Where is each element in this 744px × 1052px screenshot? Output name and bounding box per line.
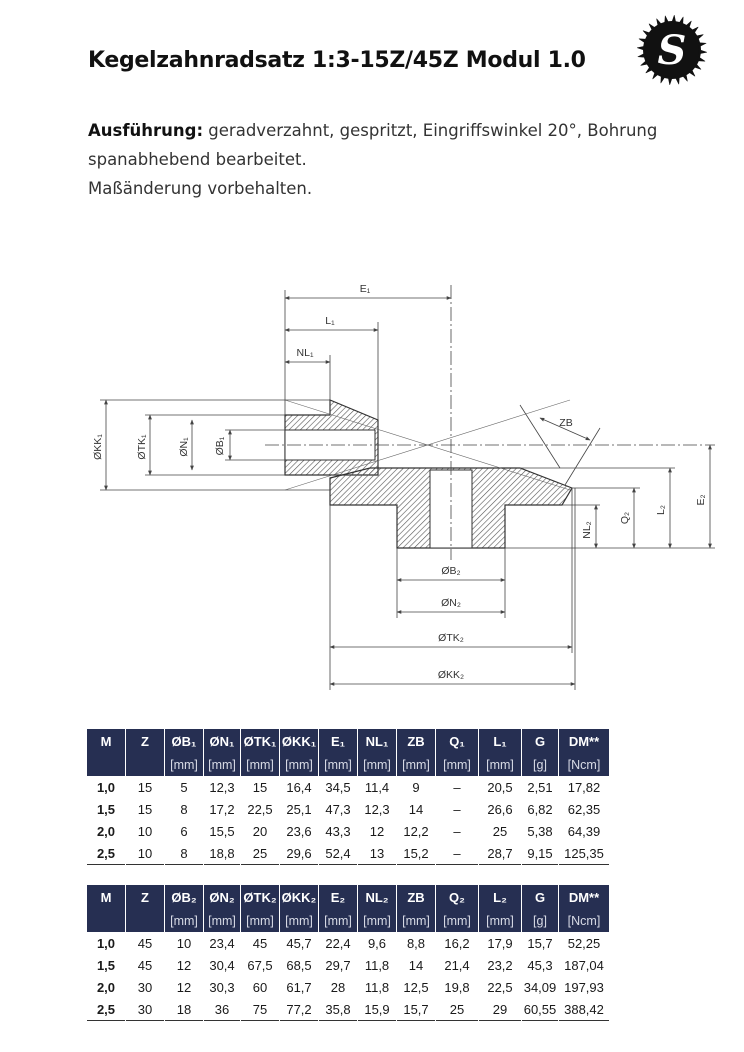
table-cell: 60,55 — [522, 998, 558, 1021]
table-cell: 25 — [492, 823, 508, 839]
table-cell: 20,5 — [487, 779, 513, 795]
table-cell: 125,35 — [559, 842, 609, 865]
label-e1: E₁ — [359, 283, 371, 295]
table-cell: 18,8 — [204, 842, 240, 865]
table-row — [87, 954, 609, 976]
table-cell: – — [453, 779, 461, 795]
page-title: Kegelzahnradsatz 1:3-15Z/45Z Modul 1.0 — [88, 48, 586, 73]
table-cell: 29,7 — [325, 957, 351, 973]
column-header: ØN₁ — [204, 729, 240, 754]
column-unit — [126, 910, 164, 932]
column-unit: [g] — [522, 754, 558, 776]
table-cell: 12 — [176, 979, 192, 995]
column-header: ØTK₂ — [241, 885, 279, 910]
table-cell: 28 — [330, 979, 346, 995]
label-q2: Q₂ — [619, 511, 631, 525]
table-cell: – — [453, 801, 461, 817]
table-row — [87, 842, 609, 865]
table-cell: 15,9 — [358, 998, 396, 1021]
column-header: E₁ — [319, 729, 357, 754]
table-cell: 11,8 — [364, 957, 390, 973]
column-header: DM** — [559, 885, 609, 910]
column-header: L₂ — [479, 885, 521, 910]
table-cell: 45 — [137, 935, 153, 951]
label-b1: ØB₁ — [214, 436, 226, 456]
description-line1: geradverzahnt, gespritzt, Eingriffswinkel 20°, Bohrung — [203, 121, 658, 140]
label-tk2: ØTK₂ — [438, 632, 464, 644]
column-header: ØN₂ — [204, 885, 240, 910]
column-header: M — [87, 729, 125, 754]
column-unit — [87, 910, 125, 932]
column-header: ZB — [397, 885, 435, 910]
table-header-row — [87, 729, 609, 754]
table-cell: 23,2 — [487, 957, 513, 973]
table-cell: 61,7 — [286, 979, 312, 995]
label-tk1: ØTK₁ — [136, 434, 148, 460]
column-unit: [mm] — [319, 754, 357, 776]
label-n1: ØN₁ — [178, 437, 190, 457]
column-header: Z — [126, 729, 164, 754]
table-cell: 16,2 — [444, 935, 470, 951]
table-cell: 15,7 — [397, 998, 435, 1021]
table-cell: 197,93 — [564, 979, 604, 995]
column-unit — [87, 754, 125, 776]
column-unit: [mm] — [479, 910, 521, 932]
label-l2: L₂ — [655, 505, 667, 515]
table-cell: 21,4 — [444, 957, 470, 973]
table-cell: 68,5 — [286, 957, 312, 973]
column-unit: [mm] — [204, 910, 240, 932]
column-unit: [mm] — [165, 754, 203, 776]
table-cell: – — [453, 823, 461, 839]
table-cell: 2,0 — [96, 823, 116, 839]
label-kk2: ØKK₂ — [437, 669, 465, 681]
table-cell: 5,38 — [527, 823, 553, 839]
description — [88, 116, 688, 203]
label-n2: ØN₂ — [441, 597, 461, 609]
column-header: Q₁ — [436, 729, 478, 754]
table-cell: 67,5 — [247, 957, 273, 973]
label-e2: E₂ — [695, 494, 707, 506]
table-cell: 14 — [408, 801, 424, 817]
table-cell: 62,35 — [567, 801, 601, 817]
label-kk1: ØKK₁ — [92, 434, 104, 460]
table-cell: 26,6 — [487, 801, 513, 817]
table-cell: 35,8 — [319, 998, 357, 1021]
table-cell: 11,8 — [364, 979, 390, 995]
table-cell: 45,7 — [286, 935, 312, 951]
table-cell: 12,2 — [403, 823, 429, 839]
column-header: L₁ — [479, 729, 521, 754]
technical-drawing — [90, 270, 740, 700]
table-cell: 5 — [180, 779, 188, 795]
table-cell: 8,8 — [406, 935, 426, 951]
column-header: Z — [126, 885, 164, 910]
table-cell: 1,0 — [96, 935, 116, 951]
table-cell: 15,7 — [527, 935, 553, 951]
table-cell: 19,8 — [444, 979, 470, 995]
column-unit: [mm] — [319, 910, 357, 932]
table-unit-row — [87, 754, 609, 776]
table-cell: 52,25 — [567, 935, 601, 951]
column-header: ØTK₁ — [241, 729, 279, 754]
column-unit: [mm] — [358, 754, 396, 776]
table-cell: 22,4 — [325, 935, 351, 951]
table-cell: 30,4 — [209, 957, 235, 973]
column-header: G — [522, 729, 558, 754]
column-header: NL₁ — [358, 729, 396, 754]
table-cell: 34,5 — [325, 779, 351, 795]
column-unit: [mm] — [358, 910, 396, 932]
column-header: NL₂ — [358, 885, 396, 910]
spec-table-2 — [86, 885, 610, 1021]
table-cell: 10 — [137, 823, 153, 839]
table-cell: 2,0 — [96, 979, 116, 995]
table-row — [87, 798, 609, 820]
column-header: Q₂ — [436, 885, 478, 910]
table-cell: 17,82 — [567, 779, 601, 795]
table-cell: 60 — [252, 979, 268, 995]
column-unit: [g] — [522, 910, 558, 932]
table-cell: 12 — [176, 957, 192, 973]
table-cell: 30 — [137, 979, 153, 995]
table-row — [87, 820, 609, 842]
label-b2: ØB₂ — [441, 565, 461, 577]
table-cell: 1,5 — [96, 957, 116, 973]
table-cell: 9 — [412, 779, 420, 795]
table-row — [87, 776, 609, 798]
table-cell: 45 — [252, 935, 268, 951]
table-cell: 2,51 — [527, 779, 553, 795]
table-unit-row — [87, 910, 609, 932]
column-unit: [mm] — [165, 910, 203, 932]
column-unit: [mm] — [397, 910, 435, 932]
table-cell: 6,82 — [527, 801, 553, 817]
column-header: ØKK₁ — [280, 729, 318, 754]
column-header: ØB₁ — [165, 729, 203, 754]
table-cell: 20 — [252, 823, 268, 839]
table-cell: 23,4 — [209, 935, 235, 951]
table-cell: 52,4 — [319, 842, 357, 865]
column-unit: [mm] — [436, 754, 478, 776]
table-cell: 25 — [241, 842, 279, 865]
table-cell: 15,2 — [397, 842, 435, 865]
column-unit: [Ncm] — [559, 754, 609, 776]
table-cell: 34,09 — [523, 979, 557, 995]
table-cell: 1,5 — [96, 801, 116, 817]
column-unit: [Ncm] — [559, 910, 609, 932]
table-row — [87, 976, 609, 998]
table-cell: 1,0 — [96, 779, 116, 795]
table-cell: 30 — [126, 998, 164, 1021]
table-cell: 36 — [204, 998, 240, 1021]
table-cell: 17,2 — [209, 801, 235, 817]
column-unit: [mm] — [241, 754, 279, 776]
column-unit: [mm] — [397, 754, 435, 776]
table-cell: 12,5 — [403, 979, 429, 995]
column-header: M — [87, 885, 125, 910]
table-cell: 9,15 — [522, 842, 558, 865]
table-cell: 28,7 — [479, 842, 521, 865]
table-cell: 8 — [165, 842, 203, 865]
column-header: ØKK₂ — [280, 885, 318, 910]
logo-letter: S — [657, 27, 687, 74]
brand-logo — [636, 14, 708, 86]
column-unit: [mm] — [204, 754, 240, 776]
table-cell: 47,3 — [325, 801, 351, 817]
table-cell: 17,9 — [487, 935, 513, 951]
column-unit: [mm] — [436, 910, 478, 932]
table-cell: 388,42 — [559, 998, 609, 1021]
label-nl2: NL₂ — [581, 521, 593, 539]
table-cell: 22,5 — [247, 801, 273, 817]
table-cell: 11,4 — [364, 779, 390, 795]
column-unit — [126, 754, 164, 776]
table-cell: 64,39 — [567, 823, 601, 839]
column-header: ZB — [397, 729, 435, 754]
column-header: G — [522, 885, 558, 910]
table-row — [87, 932, 609, 954]
column-header: DM** — [559, 729, 609, 754]
table-cell: 29,6 — [280, 842, 318, 865]
table-cell: 15 — [252, 779, 268, 795]
table-row — [87, 998, 609, 1021]
table-cell: 2,5 — [87, 998, 125, 1021]
table-cell: 2,5 — [87, 842, 125, 865]
table-cell: 18 — [165, 998, 203, 1021]
table-cell: 9,6 — [367, 935, 387, 951]
table-cell: – — [436, 842, 478, 865]
table-cell: 16,4 — [286, 779, 312, 795]
table-cell: 23,6 — [286, 823, 312, 839]
table-cell: 10 — [126, 842, 164, 865]
column-unit: [mm] — [280, 754, 318, 776]
table-cell: 187,04 — [564, 957, 604, 973]
table-cell: 22,5 — [487, 979, 513, 995]
spec-table-1 — [86, 729, 610, 865]
table-cell: 77,2 — [280, 998, 318, 1021]
table-cell: 43,3 — [325, 823, 351, 839]
table-cell: 12 — [369, 823, 385, 839]
label-zb: ZB — [559, 417, 573, 429]
column-header: ØB₂ — [165, 885, 203, 910]
table-cell: 15 — [137, 801, 153, 817]
label-nl1: NL₁ — [296, 347, 314, 359]
table-cell: 15,5 — [209, 823, 235, 839]
table-cell: 12,3 — [364, 801, 390, 817]
table-cell: 30,3 — [209, 979, 235, 995]
table-cell: 75 — [241, 998, 279, 1021]
table-cell: 45,3 — [527, 957, 553, 973]
description-label: Ausführung: — [88, 121, 204, 140]
description-line3: Maßänderung vorbehalten. — [88, 179, 313, 198]
table-cell: 29 — [479, 998, 521, 1021]
table-cell: 14 — [408, 957, 424, 973]
description-line2: spanabhebend bearbeitet. — [88, 150, 307, 169]
table-cell: 10 — [176, 935, 192, 951]
table-cell: 8 — [180, 801, 188, 817]
column-header: E₂ — [319, 885, 357, 910]
table-cell: 25,1 — [286, 801, 312, 817]
label-l1: L₁ — [325, 315, 335, 327]
table-cell: 25 — [436, 998, 478, 1021]
column-unit: [mm] — [479, 754, 521, 776]
table-cell: 45 — [137, 957, 153, 973]
table-cell: 13 — [358, 842, 396, 865]
column-unit: [mm] — [280, 910, 318, 932]
table-cell: 6 — [180, 823, 188, 839]
table-header-row — [87, 885, 609, 910]
table-cell: 12,3 — [209, 779, 235, 795]
table-cell: 15 — [137, 779, 153, 795]
column-unit: [mm] — [241, 910, 279, 932]
